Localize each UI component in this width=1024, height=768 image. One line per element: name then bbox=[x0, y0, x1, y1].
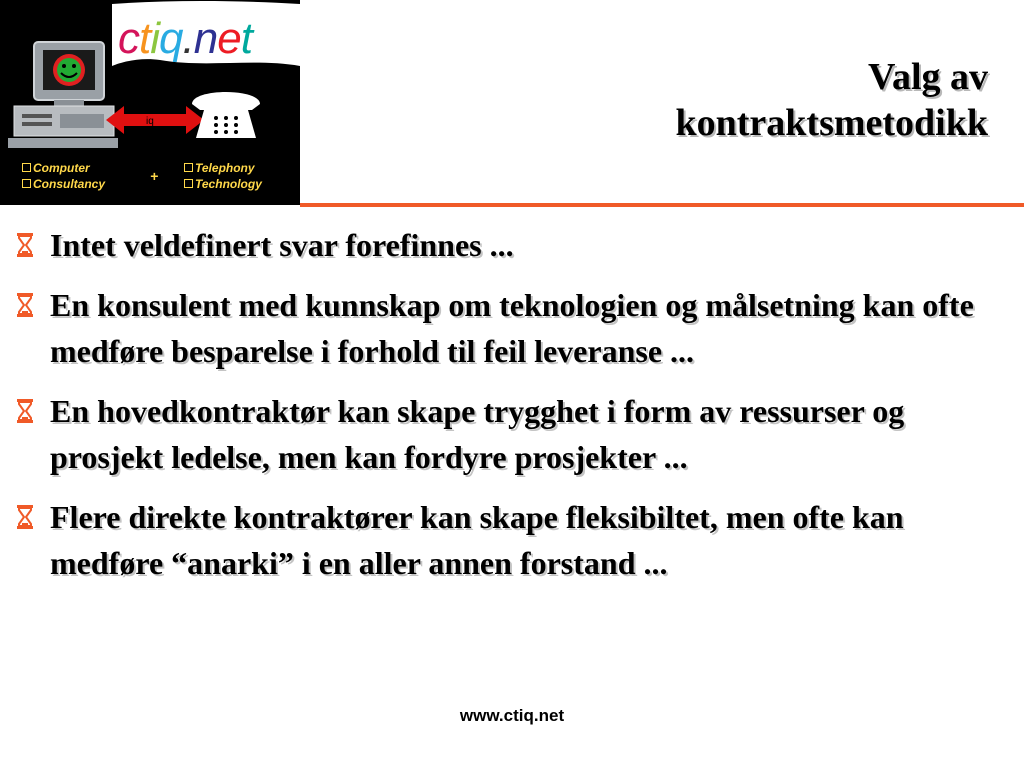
checkbox-icon bbox=[184, 179, 193, 188]
checkbox-icon bbox=[184, 163, 193, 172]
hourglass-icon bbox=[16, 232, 34, 258]
tag-technology: Technology bbox=[184, 176, 262, 192]
tag-consultancy: Consultancy bbox=[22, 176, 105, 192]
hourglass-icon bbox=[16, 292, 34, 318]
title-divider bbox=[300, 203, 1024, 207]
hourglass-icon bbox=[16, 398, 34, 424]
bullet-item: Flere direkte kontraktører kan skape fleksibiltet, men ofte kan medføre “anarki” i en aller annen forstand ... bbox=[10, 494, 1010, 586]
brand-letter: t bbox=[240, 14, 252, 63]
brand-letter: t bbox=[139, 14, 151, 63]
tag-telephony: Telephony bbox=[184, 160, 255, 176]
brand-letter: . bbox=[182, 14, 194, 63]
brand-letter: c bbox=[118, 14, 139, 63]
brand-letter: i bbox=[150, 14, 160, 63]
brand-wordmark bbox=[118, 14, 252, 64]
slide-title-line: Valg av bbox=[867, 56, 988, 98]
tag-computer: Computer bbox=[22, 160, 90, 176]
cable-label: iq bbox=[146, 116, 154, 127]
checkbox-icon bbox=[22, 179, 31, 188]
company-logo bbox=[0, 0, 300, 205]
slide-title bbox=[676, 54, 989, 146]
brand-letter: e bbox=[217, 14, 241, 63]
bullet-item: Intet veldefinert svar forefinnes ... bbox=[10, 222, 1010, 268]
link-arrow-icon bbox=[106, 106, 204, 134]
footer-url: www.ctiq.net bbox=[459, 706, 565, 725]
brand-letter: n bbox=[193, 14, 218, 63]
checkbox-icon bbox=[22, 163, 31, 172]
brand-letter: q bbox=[159, 14, 183, 63]
bullet-item: En hovedkontraktør kan skape trygghet i form av ressurser og prosjekt ledelse, men kan fordyre prosjekter ... bbox=[10, 388, 1010, 480]
slide-title-line: kontraktsmetodikk bbox=[675, 102, 988, 144]
tag-plus: + bbox=[150, 168, 159, 184]
computer-icon bbox=[8, 42, 118, 148]
hourglass-icon bbox=[16, 504, 34, 530]
bullet-item: En konsulent med kunnskap om teknologien og målsetning kan ofte medføre besparelse i forhold til feil leveranse ... bbox=[10, 282, 1010, 374]
telephone-icon bbox=[192, 92, 260, 138]
bullet-list bbox=[10, 222, 1010, 600]
